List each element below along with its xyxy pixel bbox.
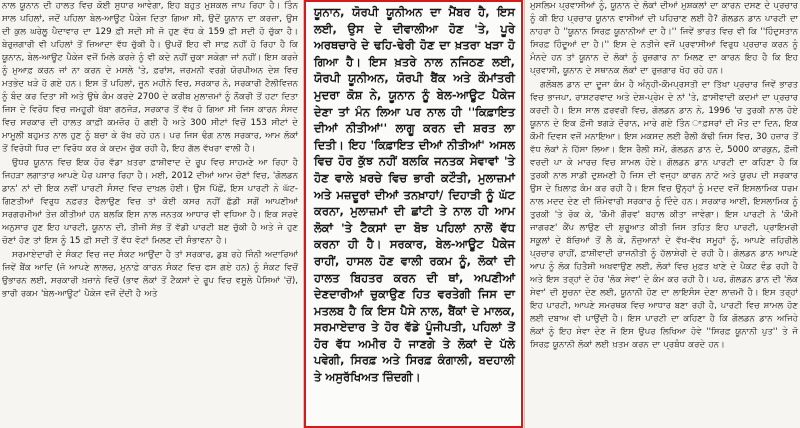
left-paragraph-1: ਨਾਲ ਯੂਨਾਨ ਦੀ ਹਾਲਤ ਵਿਚ ਕੋਈ ਸੁਧਾਰ ਆਵੇਗਾ, ਇਹ ਬਹੁਤ ਮੁਸ਼ਕਲ ਜਾਪ ਰਿਹਾ ਹੈ। ਤਿੰਨ ਸਾਲ ਪਹਿਲਾਂ, ਜਦੋਂ ਪਹਿਲਾ ਬੇਲ-ਆਊਟ ਪੈਕੇਜ ਦਿਤਾ ਗਿਆ ਸੀ, ਉਦੋਂ ਯੂਨਾਨ ਦਾ ਕਰਜ਼ਾ, ਉਸ ਦੀ ਕੁਲ ਘਰੇਲੂ ਪੈਦਾਵਾਰ ਦਾ 129 ਫ਼ੀ ਸਦੀ ਸੀ ਜੋ ਹੁਣ ਵੱਧ ਕੇ 159 ਫ਼ੀ ਸਦੀ ਹੋ ਚੁੱਕਾ ਹੈ। ਬੇਰੁਜ਼ਗਾਰੀ ਵੀ ਪਹਿਲਾਂ ਤੋਂ ਜ਼ਿਆਦਾ ਵੱਧ ਚੁੱਕੀ ਹੈ। ਉਪਰੋਂ ਇਹ ਵੀ ਸਾਫ਼ ਨਹੀਂ ਹੋ ਰਿਹਾ ਹੈ ਕਿ ਯੂਨਾਨ, ਬੇਲ-ਆਊਟ ਪੈਕੇਜ ਵਜੋਂ ਮਿਲੇ ਕਰਜ਼ੇ ਨੂੰ ਵੀ ਕਦੇ ਨਹੀਂ ਚੁਕਾ ਸਕੇਗਾ ਜਾਂ ਨਹੀਂ। ਇਸ ਕਰਜ਼ੇ ਨੂੰ ਮੁਆਫ਼ ਕਰਨ ਜਾਂ ਨਾ ਕਰਨ ਦੇ ਮਸਲੇ 'ਤੇ, ਫ਼ਰਾਂਸ, ਜਰਮਨੀ ਵਰਗੇ ਯੋਰਪੀਅਨ ਦੇਸ਼ ਵਿਚ ਮਤਭੇਦ ਖੜੇ ਹੋ ਗਏ ਹਨ। ਇਸ ਤੋਂ ਪਹਿਲਾਂ, ਜੂਨ ਮਹੀਨੇ ਵਿਚ, ਸਰਕਾਰ ਨੇ, ਸਰਕਾਰੀ ਟੈਲੀਵਿਜ਼ਨ ਨੂੰ ਬੰਦ ਕਰ ਦਿਤਾ ਸੀ ਅਤੇ ਉਥੇ ਕੰਮ ਕਰਦੇ 2700 ਦੇ ਕਰੀਬ ਮੁਲਾਜ਼ਮਾਂ ਨੂੰ ਨੌਕਰੀ ਤੋਂ ਹਟਾ ਦਿਤਾ ਜਿਸ ਦੇ ਵਿਰੋਧ ਵਿਚ ਜਮਹੂਰੀ ਖੱਬਾ ਗਠਜੋੜ, ਸਰਕਾਰ ਤੋਂ ਵੱਖ ਹੋ ਗਿਆ ਸੀ ਜਿਸ ਕਾਰਨ ਸੰਸਦ ਵਿਚ ਸਰਕਾਰ ਦੀ ਹਾਲਤ ਕਾਫ਼ੀ ਕਮਜ਼ੋਰ ਹੋ ਗਈ ਹੈ ਅਤੇ 300 ਸੀਟਾਂ ਵਿਚੋਂ 153 ਸੀਟਾਂ ਦੇ ਮਾਮੂਲੀ ਬਹੁਮਤ ਨਾਲ ਹੁਣ ਨੂੰ ਬਚਾ ਕੇ ਰੱਖ ਰਹੇ ਹਨ। ਪਰ ਜਿਸ ਢੰਗ ਨਾਲ ਸਰਕਾਰ, ਆਮ ਲੋਕਾਂ ਤੋਂ ਵਿਰੋਧੀ ਧਿਰ ਦਾ ਵਿਰੋਧ ਕਰ ਕੇ ਕਦਮ ਚੁੱਕ ਰਹੀ ਹੈ, ਇਹ ਗੱਲ ਵੱਖਰਾ ਵਾਲੀ ਹੈ।: [2, 1, 298, 154]
left-paragraph-2: ਉਧਰ ਯੂਨਾਨ ਵਿਚ ਇਕ ਹੋਰ ਵੱਡਾ ਖ਼ਤਰਾ ਫ਼ਾਸ਼ੀਵਾਦ ਦੇ ਰੂਪ ਵਿਚ ਸਾਹਮਣੇ ਆ ਰਿਹਾ ਹੈ ਜਿਹੜਾ ਲਗਾਤਾਰ ਆਪਣੇ ਪੈਰ ਪਸਾਰ ਰਿਹਾ ਹੈ। ਮਈ, 2012 ਦੀਆਂ ਆਮ ਚੋਣਾਂ ਵਿਚ, 'ਗੋਲਡਨ ਡਾਨ' ਨਾਂ ਦੀ ਇਕ ਨਵੀਂ ਪਾਰਟੀ ਸੰਸਦ ਵਿਚ ਦਾਖ਼ਲ ਹੋਈ। ਉਸ ਪਿੱਛੋਂ, ਇਸ ਪਾਰਟੀ ਨੇ ਘੱਟ-ਗਿਣਤੀਆਂ ਵਿਰੁਧ ਨਫ਼ਰਤ ਫੈਲਾਉਣ ਵਿਚ ਤਾਂ ਕੋਈ ਕਸਰ ਨਹੀਂ ਛੱਡੀ ਸਗੋਂ ਆਪਣੀਆਂ ਸਰਗਰਮੀਆਂ ਤੇਜ਼ ਕੀਤੀਆਂ ਹਨ ਬਲਕਿ ਇਸ ਨਾਲ ਜਨਤਕ ਆਧਾਰ ਵੀ ਵਧਿਆ ਹੈ। ਇਕ ਸਰਵੇ ਅਨੁਸਾਰ ਹੁਣ ਇਹ ਪਾਰਟੀ, ਯੂਨਾਨ ਦੀ, ਤੀਜੀ ਸੱਭ ਤੋਂ ਵੱਡੀ ਪਾਰਟੀ ਬਣ ਚੁੱਕੀ ਹੈ ਅਤੇ ਜੇ ਹੁਣ ਚੋਣਾਂ ਹੋਣ ਤਾਂ ਇਸ ਨੂੰ 15 ਫ਼ੀ ਸਦੀ ਤੋਂ ਵੱਧ ਵੋਟਾਂ ਮਿਲਣ ਦੀ ਸੰਭਾਵਨਾ ਹੈ।: [2, 158, 298, 246]
right-article-column: [526, 0, 800, 428]
left-paragraph-3: ਸਰਮਾਏਦਾਰੀ ਦੇ ਸੰਕਟ ਵਿਚ ਜਦ ਸੰਕਟ ਆਉਂਦਾ ਹੈ ਤਾਂ ਸਰਕਾਰ, ਡੁਬ ਰਹੇ ਜਿੰਨੀ ਅਦਾਰਿਆਂ ਜਿਵੇਂ ਬੈਂਕ ਆਦਿ (ਜੋ ਆਪਣੇ ਲਾਲਚ, ਮੁਨਾਫ਼ੇ ਕਾਰਨ ਸੰਕਟ ਵਿਚ ਫਸ ਗਏ ਹਨ) ਨੂੰ ਸੰਕਟ ਵਿਚੋਂ ਉਭਾਰਨ ਲਈ, ਸਰਕਾਰੀ ਖ਼ਜ਼ਾਨੇ ਵਿਚੋਂ (ਭਾਵ ਲੋਕਾਂ ਤੋਂ ਟੈਕਸਾਂ ਦੇ ਰੂਪ ਵਿਚ ਵਸੂਲੇ ਪੈਸਿਆਂ 'ਚੋਂ), ਭਾਰੀ ਰਕਮ 'ਬੇਲ-ਆਊਟ' ਪੈਕੇਜ ਵਜੋਂ ਦੇਂਦੀ ਹੈ ਅਤੇ: [2, 250, 298, 299]
left-article-column: [0, 0, 302, 428]
highlighted-pull-quote-box: [304, 0, 523, 428]
column-divider-right: [524, 0, 525, 428]
pull-quote-text: ਯੂਨਾਨ, ਯੋਰਪੀ ਯੂਨੀਅਨ ਦਾ ਮੈਂਬਰ ਹੈ, ਇਸ ਲਈ, ਉਸ ਦੇ ਦੀਵਾਲੀਆ ਹੋਣ 'ਤੇ, ਪੂਰੇ ਅਰਥਚਾਰੇ ਦੇ ਢਹਿ-ਢੇਰੀ ਹੋਣ ਦਾ ਖ਼ਤਰਾ ਖੜਾ ਹੋ ਗਿਆ ਹੈ। ਇਸ ਖ਼ਤਰੇ ਨਾਲ ਨਜਿਠਣ ਲਈ, ਯੋਰਪੀ ਯੂਨੀਅਨ, ਯੋਰਪੀ ਬੈਂਕ ਅਤੇ ਕੌਮਾਂਤਰੀ ਮੁਦਰਾ ਕੋਸ਼ ਨੇ, ਯੂਨਾਨ ਨੂੰ ਬੇਲ-ਆਊਟ ਪੈਕੇਜ ਦੇਣਾ ਤਾਂ ਮੰਨ ਲਿਆ ਪਰ ਨਾਲ ਹੀ ''ਕਿਫ਼ਾਇਤ ਦੀਆਂ ਨੀਤੀਆਂ'' ਲਾਗੂ ਕਰਨ ਦੀ ਸ਼ਰਤ ਲਾ ਦਿਤੀ। ਇਹ 'ਕਿਫ਼ਾਇਤ ਦੀਆਂ ਨੀਤੀਆਂ' ਅਸਲ ਵਿਚ ਹੋਰ ਕੁੱਝ ਨਹੀਂ ਬਲਕਿ ਜਨਤਕ ਸੇਵਾਵਾਂ 'ਤੇ ਹੋਣ ਵਾਲੇ ਖ਼ਰਚੇ ਵਿਚ ਭਾਰੀ ਕਟੌਤੀ, ਮੁਲਾਜ਼ਮਾਂ ਅਤੇ ਮਜ਼ਦੂਰਾਂ ਦੀਆਂ ਤਨਖ਼ਾਹਾਂ/ ਦਿਹਾੜੀ ਨੂੰ ਘੱਟ ਕਰਨਾ, ਮੁਲਾਜ਼ਮਾਂ ਦੀ ਛਾਂਟੀ ਤੇ ਨਾਲ ਹੀ ਆਮ ਲੋਕਾਂ 'ਤੇ ਟੈਕਸਾਂ ਦਾ ਬੋਝ ਪਹਿਲਾਂ ਨਾਲੋਂ ਵੱਧ ਕਰਨਾ ਹੀ ਹੈ। ਸਰਕਾਰ, ਬੇਲ-ਆਊਟ ਪੈਕੇਜ ਰਾਹੀਂ, ਹਾਸਲ ਹੋਣ ਵਾਲੀ ਰਕਮ ਨੂੰ, ਲੋਕਾਂ ਦੀ ਹਾਲਤ ਬਿਹਤਰ ਕਰਨ ਦੀ ਥਾਂ, ਅਪਣੀਆਂ ਦੇਣਦਾਰੀਆਂ ਚੁਕਾਉਣ ਹਿਤ ਵਰਤੇਗੀ ਜਿਸ ਦਾ ਮਤਲਬ ਹੈ ਕਿ ਇਸ ਪੈਸੇ ਨਾਲ, ਬੈਂਕਾਂ ਦੇ ਮਾਲਕ, ਸਰਮਾਏਦਾਰ ਤੇ ਹੋਰ ਵੱਡੇ ਪੂੰਜੀਪਤੀ, ਪਹਿਲਾਂ ਤੋਂ ਹੋਰ ਵੱਧ ਅਮੀਰ ਹੋ ਜਾਣਗੇ ਤੇ ਲੋਕਾਂ ਦੇ ਪੱਲੇ ਪਵੇਗੀ, ਸਿਰਫ਼ ਅਤੇ ਸਿਰਫ਼ ਕੰਗਾਲੀ, ਬਦਹਾਲੀ ਤੇ ਅਸੁਰੱਖਿਅਤ ਜ਼ਿੰਦਗੀ।: [314, 5, 515, 385]
right-paragraph-1: ਮੁਸਲਿਮ ਪ੍ਰਵਾਸੀਆਂ ਨੂੰ, ਯੂਨਾਨ ਦੇ ਲੋਕਾਂ ਦੀਆਂ ਮੁਸ਼ਕਲਾਂ ਦਾ ਕਾਰਨ ਦਸਣ ਦੇ ਪ੍ਰਚਾਰ ਨੂੰ ਕੀ ਇਹ ਪ੍ਰਚਾਰ ਯੂਨਾਨ ਵਾਸੀਆਂ ਦੀ ਪਹਿਚਾਣ ਲਈ ਹੈ? ਗੋਲਡਨ ਡਾਨ ਪਾਰਟੀ ਦਾ ਨਾਹਰਾ ਹੈ ''ਯੂਨਾਨ ਸਿਰਫ਼ ਯੂਨਾਨੀਆਂ ਦਾ ਹੈ।'' ਜਿਵੇਂ ਭਾਰਤ ਵਿਚ ਵੀ ਕਿ ''ਹਿੰਦੁਸਤਾਨ ਸਿਰਫ਼ ਹਿੰਦੂਆਂ ਦਾ ਹੈ।'' ਇਸ ਦੇ ਨਤੀਜੇ ਵਜੋਂ ਪ੍ਰਵਾਸੀਆਂ ਵਿਰੁਧ ਪ੍ਰਚਾਰ ਕਰਨ ਨੂੰ ਮੰਨਦੇ ਹਨ ਤਾਂ ਯੂਨਾਨ ਦੇ ਲੋਕਾਂ ਨੂੰ ਰੁਜ਼ਗਾਰ ਨਾ ਮਿਲਣ ਦਾ ਕਾਰਨ ਇਹ ਹੈ ਕਿ ਇਹ ਪ੍ਰਵਾਸੀ, ਯੂਨਾਨ ਦੇ ਸਥਾਨਕ ਲੋਕਾਂ ਦਾ ਰੁਜ਼ਗਾਰ ਖੋਹ ਰਹੇ ਹਨ।: [530, 1, 798, 76]
right-paragraph-2: ਗਲੋਬਲ ਡਾਨ ਦਾ ਦੂਜਾ ਕੰਮ ਹੈ ਅੰਨ੍ਹੀ-ਕੌਮਪ੍ਰਸਤੀ ਦਾ ਤਿੱਖਾ ਪ੍ਰਚਾਰ ਜਿਵੇਂ ਭਾਰਤ ਵਿਚ ਭਾਜਪਾ, ਰਾਸ਼ਟਰਵਾਦ ਅਤੇ ਦੇਸ਼-ਪ੍ਰੇਮ ਦੇ ਨਾਂ 'ਤੇ, ਫ਼ਾਸੀਵਾਦੀ ਕਦਮਾਂ ਦਾ ਪ੍ਰਚਾਰ ਕਰਦੀ ਹੈ। ਇਸ ਸਾਲ ਫ਼ਰਵਰੀ ਵਿਚ, ਗੋਲਡਨ ਡਾਨ ਨੇ, 1996 'ਚ ਤੁਰਕੀ ਨਾਲ ਹੋਏ ਯੂਨਾਨ ਦੇ ਇਕ ਫ਼ੌਜੀ ਝਗੜੇ ਦੌਰਾਨ, ਮਾਰੇ ਗਏ ਤਿੰਨ ਾਫ਼ਸਰਾਂ ਦੀ ਮੌਤ ਦਾ ਦਿਨ, ਇਕ ਕੌਮੀ ਦਿਵਸ ਵਜੋਂ ਮਨਾਇਆ। ਇਸ ਮਕਸਦ ਲਈ ਰੈਲੀ ਕੱਢੀ ਜਿਸ ਵਿਚ, 30 ਹਜ਼ਾਰ ਤੋਂ ਵੱਧ ਲੋਕਾਂ ਨੇ ਹਿੱਸਾ ਲਿਆ। ਇਸ ਰੈਲੀ ਸਮੇਂ, ਗੋਲਡਨ ਡਾਨ ਦੇ, 5000 ਕਾਰਕੁਨ, ਫ਼ੌਜੀ ਵਰਦੀ ਪਾ ਕੇ ਮਾਰਚ ਵਿਚ ਸ਼ਾਮਲ ਹੋਏ। ਗੋਲਡਨ ਡਾਨ ਪਾਰਟੀ ਦਾ ਕਹਿਣਾ ਹੈ ਕਿ ਤੁਰਕੀ ਨਾਲ ਸਾਡੀ ਦੁਸ਼ਮਣੀ ਹੈ ਜਿਸ ਦੀ ਵਜ੍ਹਾ ਕਾਰਨ ਨਾਟੋ ਅਤੇ ਯੂਰਪ ਦੀ ਸਰਕਾਰ ਉਸ ਦੇ ਖ਼ਿਲਾਫ਼ ਕੰਮ ਕਰ ਰਹੀ ਹੈ। ਇਸ ਵਿਚ ਉਨ੍ਹਾਂ ਨੂੰ ਮਦਦ ਵਜੋਂ ਇਸਲਾਮਿਕ ਧਰਮ ਨਾਲ ਮਦਦ ਦੇਣ ਦੀ ਜ਼ਿੰਮੇਵਾਰੀ ਸਰਕਾਰ ਨੂੰ ਦਿੰਦੇ ਹਨ। ਸਰਕਾਰ ਆਈ, ਇਸਲਾਮਿਕ ਨੂੰ ਤੁਰਕੀ 'ਤੇ ਰੋਕ ਕੇ, 'ਕੌਮੀ ਗੌਰਵ' ਬਹਾਲ ਕੀਤਾ ਜਾਵੇਗਾ। ਇਸ ਪਾਰਟੀ ਨੇ 'ਕੌਮੀ ਜਾਗਰਣ' ਕੈਂਪ ਲਾਉਣ ਦੀ ਸ਼ੁਰੂਆਤ ਕੀਤੀ ਜਿਸ ਤਹਿਤ ਇਹ ਪਾਰਟੀ, ਪ੍ਰਾਇਮਰੀ ਸਕੂਲਾਂ ਦੇ ਬੱਚਿਆਂ ਤੋਂ ਲੈ ਕੇ, ਨੌਜੁਆਨਾਂ ਦੇ ਵੱਖ-ਵੱਖ ਸਮੂਹਾਂ ਨੂੰ, ਆਪਣੇ ਜ਼ਹਿਰੀਲੇ ਪ੍ਰਚਾਰ ਰਾਹੀਂ, ਫ਼ਾਸ਼ੀਵਾਦੀ ਰਾਜਨੀਤੀ ਨੂੰ ਹੱਲਾਸ਼ੇਰੀ ਦੇ ਰਹੀ ਹੈ। ਗੋਲਡਨ ਡਾਨ ਆਪਣੇ ਆਪ ਨੂੰ ਲੋਕ ਹਿਤੈਸ਼ੀ ਅਖਵਾਉਣ ਲਈ, ਲੋਕਾਂ ਵਿਚ ਮੁਫ਼ਤ ਖਾਣੇ ਦੇ ਪੈਕਟ ਵੰਡ ਰਹੀ ਹੈ ਅਤੇ ਇਸ ਤਰ੍ਹਾਂ ਦੇ ਹੋਰ 'ਲੋਕ ਸੇਵਾ' ਦੇ ਕੰਮ ਕਰ ਰਹੀ ਹੈ। ਪਰ, ਗੋਲਡਨ ਡਾਨ ਦੀ 'ਲੋਕ ਸੇਵਾ' ਦੀ ਸੂਚਨਾ ਦੇਣ ਲਈ, ਯੂਨਾਨੀ ਹੋਣ ਦਾ ਲਾਇਸੰਸ ਦੇਣਾ ਲਾਜ਼ਮੀ ਹੈ। ਇਸ ਤਰ੍ਹਾਂ ਇਹ ਪਾਰਟੀ, ਆਪਣੇ ਸਮਰਥਕ ਵਿਚ ਆਧਾਰ ਬਣਾ ਰਹੀ ਹੈ, ਪਾਰਟੀ ਵਿਚ ਸ਼ਾਮਲ ਹੋਣ ਲਈ ਦਬਾਅ ਵੀ ਪਾਉਂਦੀ ਹੈ। ਇਸ ਪਾਰਟੀ ਦਾ ਕਹਿਣਾ ਹੈ ਕਿ ਗੋਲਡਨ ਡਾਨ ਅਜਿਹੇ ਲੋਕਾਂ ਨੂੰ ਇਹ ਸੇਵਾ ਦੇਣ ਜੋ ਇਸ ਉਪਰ ਲਿਖਿਆ ਹੋਵੇ ''ਸਿਰਫ਼ ਯੂਨਾਨੀ ਪੁਤ'' ਤੇ ਜੋ ਸਿਰਫ਼ ਯੂਨਾਨੀ ਲੋਕਾਂ ਲਈ ਖ਼ਤਮ ਕਰਨ ਦਾ ਪ੍ਰਬੰਧ ਕਰਦੇ ਹਨ।: [530, 80, 798, 350]
